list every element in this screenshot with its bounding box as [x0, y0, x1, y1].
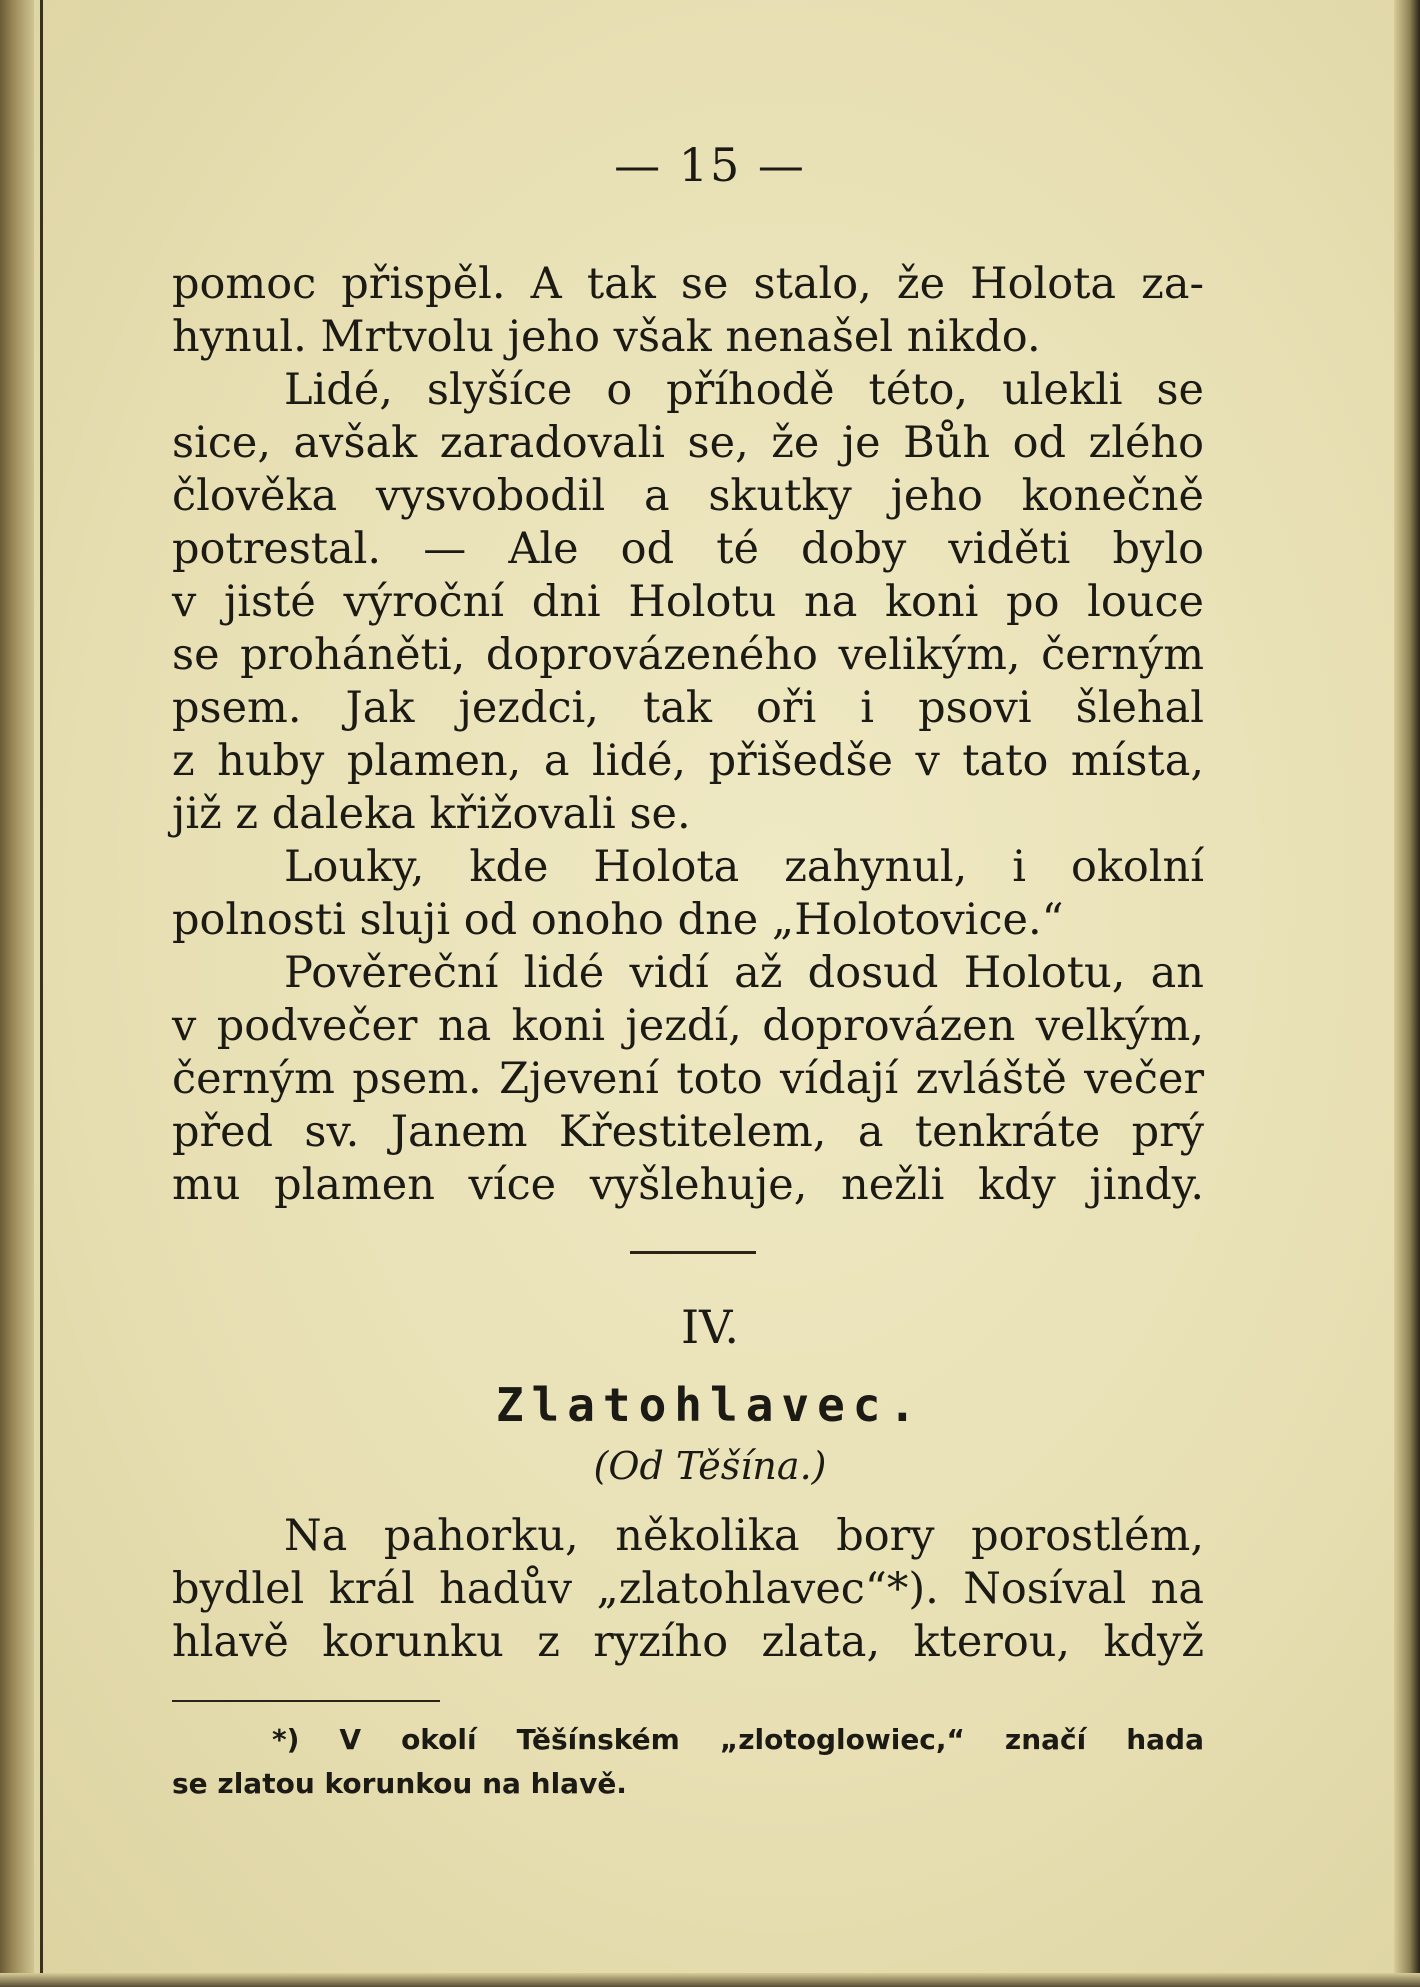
section-divider [630, 1251, 756, 1254]
text-line: hynul. Mrtvolu jeho však nenašel nikdo. [172, 312, 1041, 362]
footnote-line: *) V okolí Těšínském „zlotoglowiec,“ značí hada [272, 1723, 1204, 1756]
text-line: hlavě korunku z ryzího zlata, kterou, když [172, 1617, 1204, 1667]
text-line: z huby plamen, a lidé, přišedše v tato místa, [172, 736, 1204, 786]
text-line: psem. Jak jezdci, tak oři i psovi šlehal [172, 683, 1204, 733]
chapter-text [172, 1510, 1204, 1669]
spine-edge-line [40, 0, 43, 1987]
text-line: potrestal. — Ale od té doby viděti bylo [172, 524, 1204, 574]
text-line: mu plamen více vyšlehuje, nežli kdy jindy. [172, 1160, 1204, 1210]
text-line: Louky, kde Holota zahynul, i okolní [284, 842, 1204, 892]
text-line: Na pahorku, několika bory porostlém, [284, 1511, 1204, 1561]
page-number: — 15 — [614, 138, 806, 192]
text-line: v podvečer na koni jezdí, doprovázen velkým, [172, 1001, 1204, 1051]
text-line: Pověreční lidé vidí až dosud Holotu, an [284, 948, 1204, 998]
page-bottom-edge [0, 1973, 1420, 1987]
text-line: již z daleka křižovali se. [172, 789, 691, 839]
book-spine [0, 0, 34, 1987]
text-line: člověka vysvobodil a skutky jeho konečně [172, 471, 1204, 521]
footnote [172, 1718, 1204, 1806]
text-line: Lidé, slyšíce o příhodě této, ulekli se [284, 365, 1204, 415]
chapter-origin: (Od Těšína.) [593, 1444, 827, 1488]
text-line: před sv. Janem Křestitelem, a tenkráte prý [172, 1107, 1204, 1157]
footnote-rule [172, 1700, 440, 1702]
chapter-title: Zlatohlavec. [495, 1378, 925, 1432]
chapter-number: IV. [681, 1300, 739, 1354]
page-right-edge [1394, 0, 1420, 1987]
text-line: v jisté výroční dni Holotu na koni po louce [172, 577, 1204, 627]
main-text [172, 258, 1204, 1212]
footnote-line: se zlatou korunkou na hlavě. [172, 1767, 627, 1800]
text-line: polnosti sluji od onoho dne „Holotovice.“ [172, 895, 1064, 945]
text-line: černým psem. Zjevení toto vídají zvláště večer [172, 1054, 1204, 1104]
text-line: bydlel král hadův „zlatohlavec“*). Nosíval na [172, 1564, 1204, 1614]
text-line: sice, avšak zaradovali se, že je Bůh od zlého [172, 418, 1204, 468]
text-line: pomoc přispěl. A tak se stalo, že Holota za- [172, 259, 1204, 309]
text-line: se proháněti, doprovázeného velikým, černým [172, 630, 1204, 680]
